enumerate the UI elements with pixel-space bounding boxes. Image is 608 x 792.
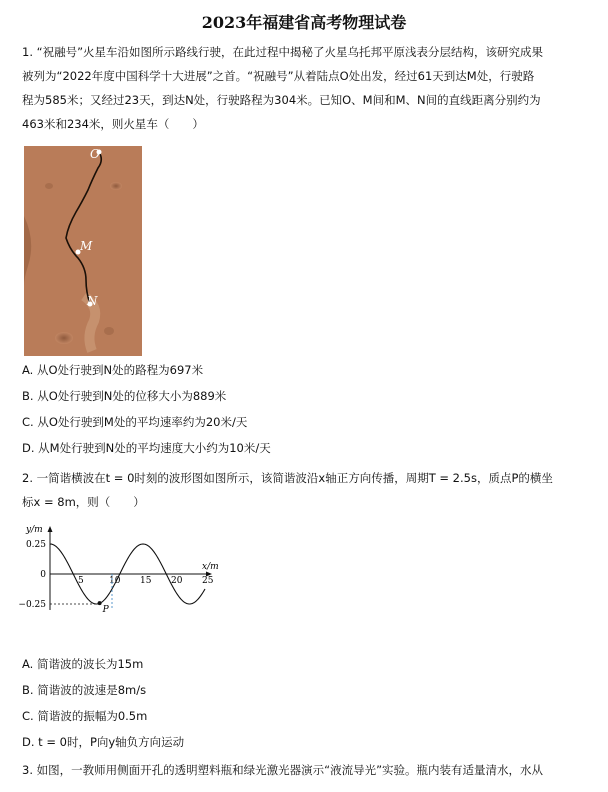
point-p-label: P: [102, 605, 109, 616]
q2-stem-line: 2. 一简谐横波在t = 0时刻的波形图如图所示，该简谐波沿x轴正方向传播，周期T = 2.5s，质点P的横坐: [22, 471, 553, 485]
x-tick-label: 5: [78, 576, 84, 586]
x-tick-label: 20: [171, 576, 183, 586]
q1-stem-line: 程为585米；又经过23天，到达N处，行驶路程为304米。已知O、M间和M、N间的直线距离分别约为: [22, 93, 541, 107]
x-tick-label: 15: [140, 576, 152, 586]
point-m-label: M: [80, 239, 93, 253]
x-tick-label: 25: [202, 576, 214, 586]
q3-stem: [22, 758, 584, 782]
y-axis-arrow: [48, 526, 53, 532]
q1-stem-line: 463米和234米，则火星车（ ）: [22, 117, 204, 131]
q1-option-c[interactable]: C. 从O处行驶到M处的平均速率约为20米/天: [22, 415, 248, 429]
q2-option-a[interactable]: A. 简谐波的波长为15m: [22, 657, 144, 671]
q3-stem-line: 3. 如图，一教师用侧面开孔的透明塑料瓶和绿光激光器演示“液流导光”实验。瓶内装有适量清水，水从: [22, 763, 544, 777]
wave-graph: [18, 522, 222, 618]
y-tick-label: −0.25: [18, 600, 46, 610]
q2-option-b[interactable]: B. 简谐波的波速是8m/s: [22, 683, 147, 697]
mars-route-photo: [24, 146, 142, 356]
q2-option-c[interactable]: C. 简谐波的振幅为0.5m: [22, 709, 148, 723]
mars-route-illustration: [24, 146, 142, 356]
q2-stem: [22, 466, 584, 514]
wave-chart-svg: [18, 522, 222, 616]
q1-option-d[interactable]: D. 从M处行驶到N处的平均速度大小约为10米/天: [22, 441, 271, 455]
q1-stem: [22, 40, 584, 136]
y-tick-label: 0: [40, 570, 46, 580]
point-n-label: N: [87, 294, 98, 308]
page-title: 2023年福建省高考物理试卷: [201, 13, 407, 32]
y-tick-label: 0.25: [25, 540, 46, 550]
q1-option-b[interactable]: B. 从O处行驶到N处的位移大小为889米: [22, 389, 227, 403]
q1-option-a[interactable]: A. 从O处行驶到N处的路程为697米: [22, 363, 204, 377]
point-p-marker: [98, 601, 102, 605]
x-axis-label: x/m: [202, 562, 219, 572]
x-tick-label: 10: [109, 576, 121, 586]
q2-stem-line: 标x = 8m，则（ ）: [22, 495, 145, 509]
y-axis-label: y/m: [26, 525, 43, 535]
q2-option-d[interactable]: D. t = 0时，P向y轴负方向运动: [22, 735, 185, 749]
q1-stem-line: 被列为“2022年度中国科学十大进展”之首。“祝融号”从着陆点O处出发，经过61天到达M处，行驶路: [22, 69, 535, 83]
point-o-label: O: [90, 147, 100, 161]
q1-stem-line: 1. “祝融号”火星车沿如图所示路线行驶，在此过程中揭秘了火星乌托邦平原浅表分层结构，该研究成果: [22, 45, 544, 59]
